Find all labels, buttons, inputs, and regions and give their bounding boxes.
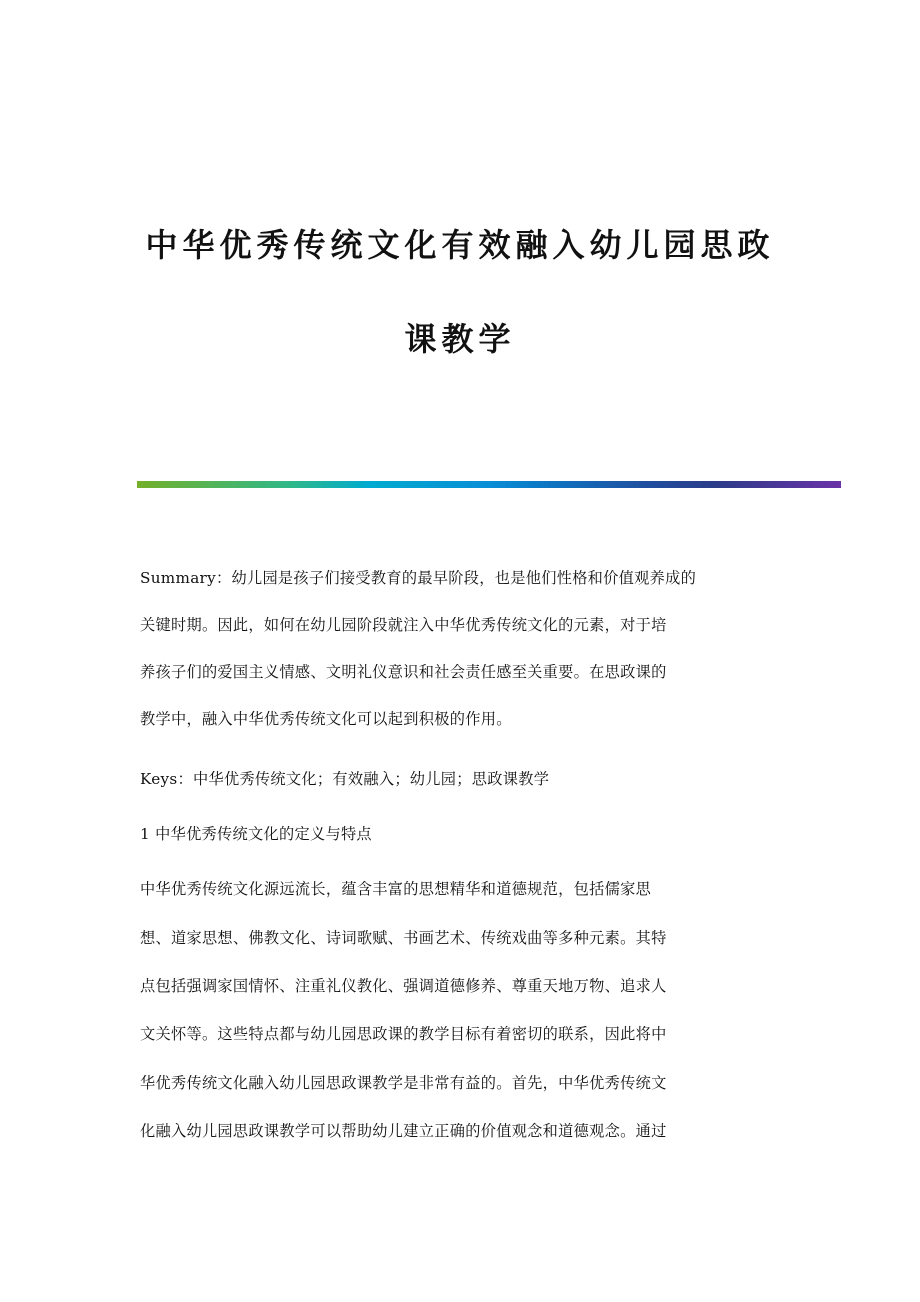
paragraph-line: 文关怀等。这些特点都与幼儿园思政课的教学目标有着密切的联系，因此将中: [140, 1025, 667, 1043]
paragraph-line: 中华优秀传统文化源远流长，蕴含丰富的思想精华和道德规范，包括儒家思: [140, 880, 652, 898]
summary-line: Summary：幼儿园是孩子们接受教育的最早阶段，也是他们性格和价值观养成的: [140, 569, 697, 587]
document-title-line-2: 课教学: [404, 320, 516, 358]
keywords: Keys：中华优秀传统文化；有效融入；幼儿园；思政课教学: [140, 770, 550, 788]
paragraph-line: 点包括强调家国情怀、注重礼仪教化、强调道德修养、尊重天地万物、追求人: [140, 977, 667, 995]
summary-line: 教学中，融入中华优秀传统文化可以起到积极的作用。: [140, 710, 512, 728]
section-heading: 1 中华优秀传统文化的定义与特点: [140, 825, 372, 843]
paragraph-line: 想、道家思想、佛教文化、诗词歌赋、书画艺术、传统戏曲等多种元素。其特: [140, 929, 667, 947]
paragraph-line: 化融入幼儿园思政课教学可以帮助幼儿建立正确的价值观念和道德观念。通过: [140, 1122, 667, 1140]
paragraph-line: 华优秀传统文化融入幼儿园思政课教学是非常有益的。首先，中华优秀传统文: [140, 1074, 667, 1092]
gradient-divider: [137, 481, 841, 488]
document-title-line-1: 中华优秀传统文化有效融入幼儿园思政: [145, 226, 775, 264]
summary-line: 养孩子们的爱国主义情感、文明礼仪意识和社会责任感至关重要。在思政课的: [140, 663, 667, 681]
summary-line: 关键时期。因此，如何在幼儿园阶段就注入中华优秀传统文化的元素，对于培: [140, 616, 667, 634]
